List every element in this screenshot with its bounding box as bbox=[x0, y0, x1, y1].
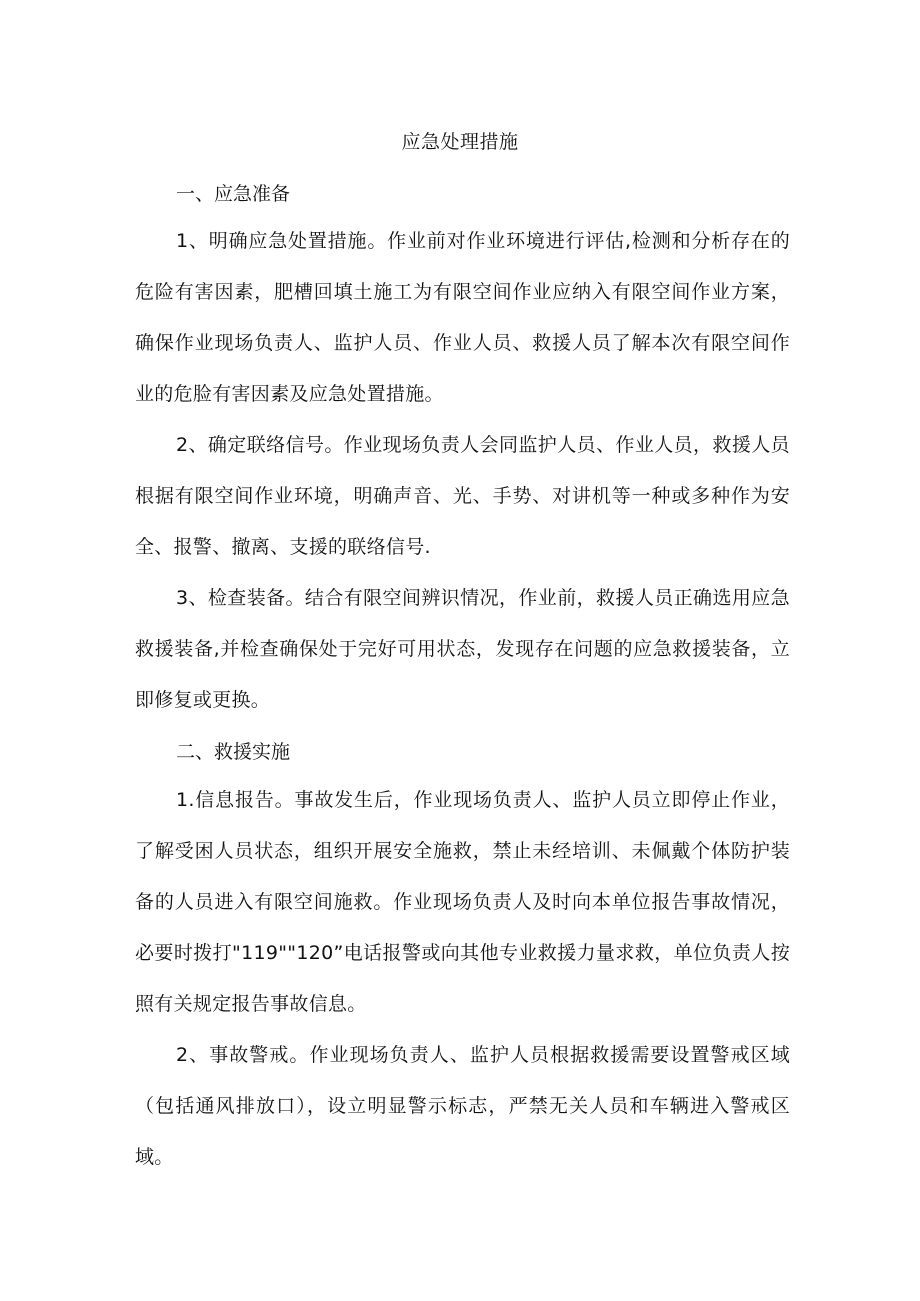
section-heading-rescue: 二、救援实施 bbox=[176, 741, 291, 763]
paragraph-contact-signals: 2、确定联络信号。作业现场负责人会同监护人员、作业人员，救援人员根据有限空间作业环境，明确声音、光、手势、对讲机等一种或多种作为安全、报警、撤离、支援的联络信号. bbox=[135, 434, 790, 558]
paragraph-information-report: 1.信息报告。事故发生后，作业现场负责人、监护人员立即停止作业，了解受困人员状态，组织开展安全施救，禁止未经培训、未佩戴个体防护装备的人员进入有限空间施救。作业现场负责人及时向本单位报告事故情况，必要时拨打"119""120”电话报警或向其他专业救援力量求救，单位负责人按照有关规定报告事故信息。 bbox=[135, 789, 790, 1015]
section-heading-preparation: 一、应急准备 bbox=[176, 183, 291, 205]
paragraph-emergency-measures: 1、明确应急处置措施。作业前对作业环境进行评估,检测和分析存在的危险有害因素，肥槽回填土施工为有限空间作业应纳入有限空间作业方案，确保作业现场负责人、监护人员、作业人员、救援人员了解本次有限空间作业的危脸有害因素及应急处置措施。 bbox=[135, 230, 790, 405]
paragraph-accident-warning: 2、事故警戒。作业现场负责人、监护人员根据救援需要设置警戒区域（包括通风排放口），设立明显警示标志，严禁无关人员和车辆进入警戒区域。 bbox=[135, 1044, 790, 1168]
paragraph-check-equipment: 3、检查装备。结合有限空间辨识情况，作业前，救援人员正确选用应急救援装备,并检查确保处于完好可用状态，发现存在问题的应急救援装备，立即修复或更换。 bbox=[135, 587, 790, 711]
document-title: 应急处理措施 bbox=[401, 131, 519, 153]
